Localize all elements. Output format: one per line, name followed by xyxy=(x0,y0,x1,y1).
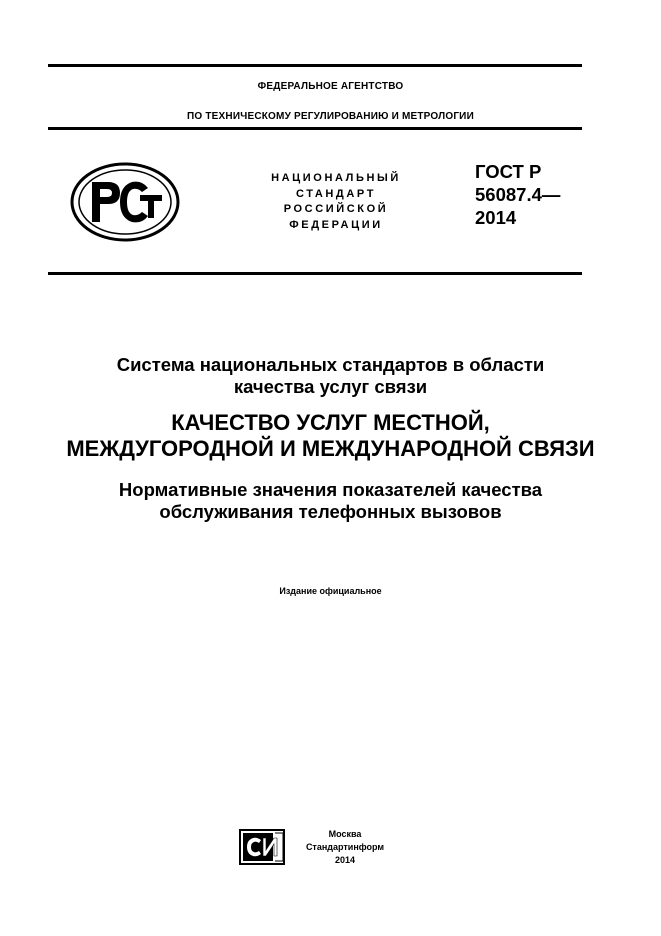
national-line-2: СТАНДАРТ xyxy=(295,187,377,200)
gost-line-3: 2014 xyxy=(475,207,517,228)
rst-logo xyxy=(70,162,180,242)
block-rule xyxy=(48,272,582,275)
publisher-year: 2014 xyxy=(334,855,356,865)
header-rule xyxy=(48,127,582,130)
publisher-name: Стандартинформ xyxy=(305,842,385,852)
gost-number xyxy=(475,160,560,229)
series-title-line-2: качества услуг связи xyxy=(233,376,428,397)
series-title xyxy=(0,354,661,398)
series-title-line-1: Система национальных стандартов в области xyxy=(116,354,545,375)
gost-line-1: ГОСТ Р xyxy=(475,161,542,182)
agency-line-1: ФЕДЕРАЛЬНОЕ АГЕНТСТВО xyxy=(257,81,404,92)
main-title-line-2: МЕЖДУГОРОДНОЙ И МЕЖДУНАРОДНОЙ СВЯЗИ xyxy=(66,436,595,461)
edition-label: Издание официальное xyxy=(279,586,382,596)
sub-title xyxy=(0,479,661,523)
agency-line-2: ПО ТЕХНИЧЕСКОМУ РЕГУЛИРОВАНИЮ И МЕТРОЛОГИИ xyxy=(187,111,474,122)
publisher-city: Москва xyxy=(328,829,362,839)
national-line-1: НАЦИОНАЛЬНЫЙ xyxy=(271,172,401,184)
national-line-3: РОССИЙСКОЙ xyxy=(283,203,389,215)
standartinform-logo xyxy=(239,829,285,865)
gost-line-2: 56087.4— xyxy=(475,184,561,205)
main-title-line-1: КАЧЕСТВО УСЛУГ МЕСТНОЙ, xyxy=(171,410,490,435)
publisher-info xyxy=(296,828,394,867)
sub-title-line-2: обслуживания телефонных вызовов xyxy=(159,501,502,522)
main-title xyxy=(0,410,661,462)
sub-title-line-1: Нормативные значения показателей качества xyxy=(118,479,543,500)
top-rule xyxy=(48,64,582,67)
national-line-4: ФЕДЕРАЦИИ xyxy=(289,218,383,231)
national-standard-label xyxy=(248,171,424,233)
